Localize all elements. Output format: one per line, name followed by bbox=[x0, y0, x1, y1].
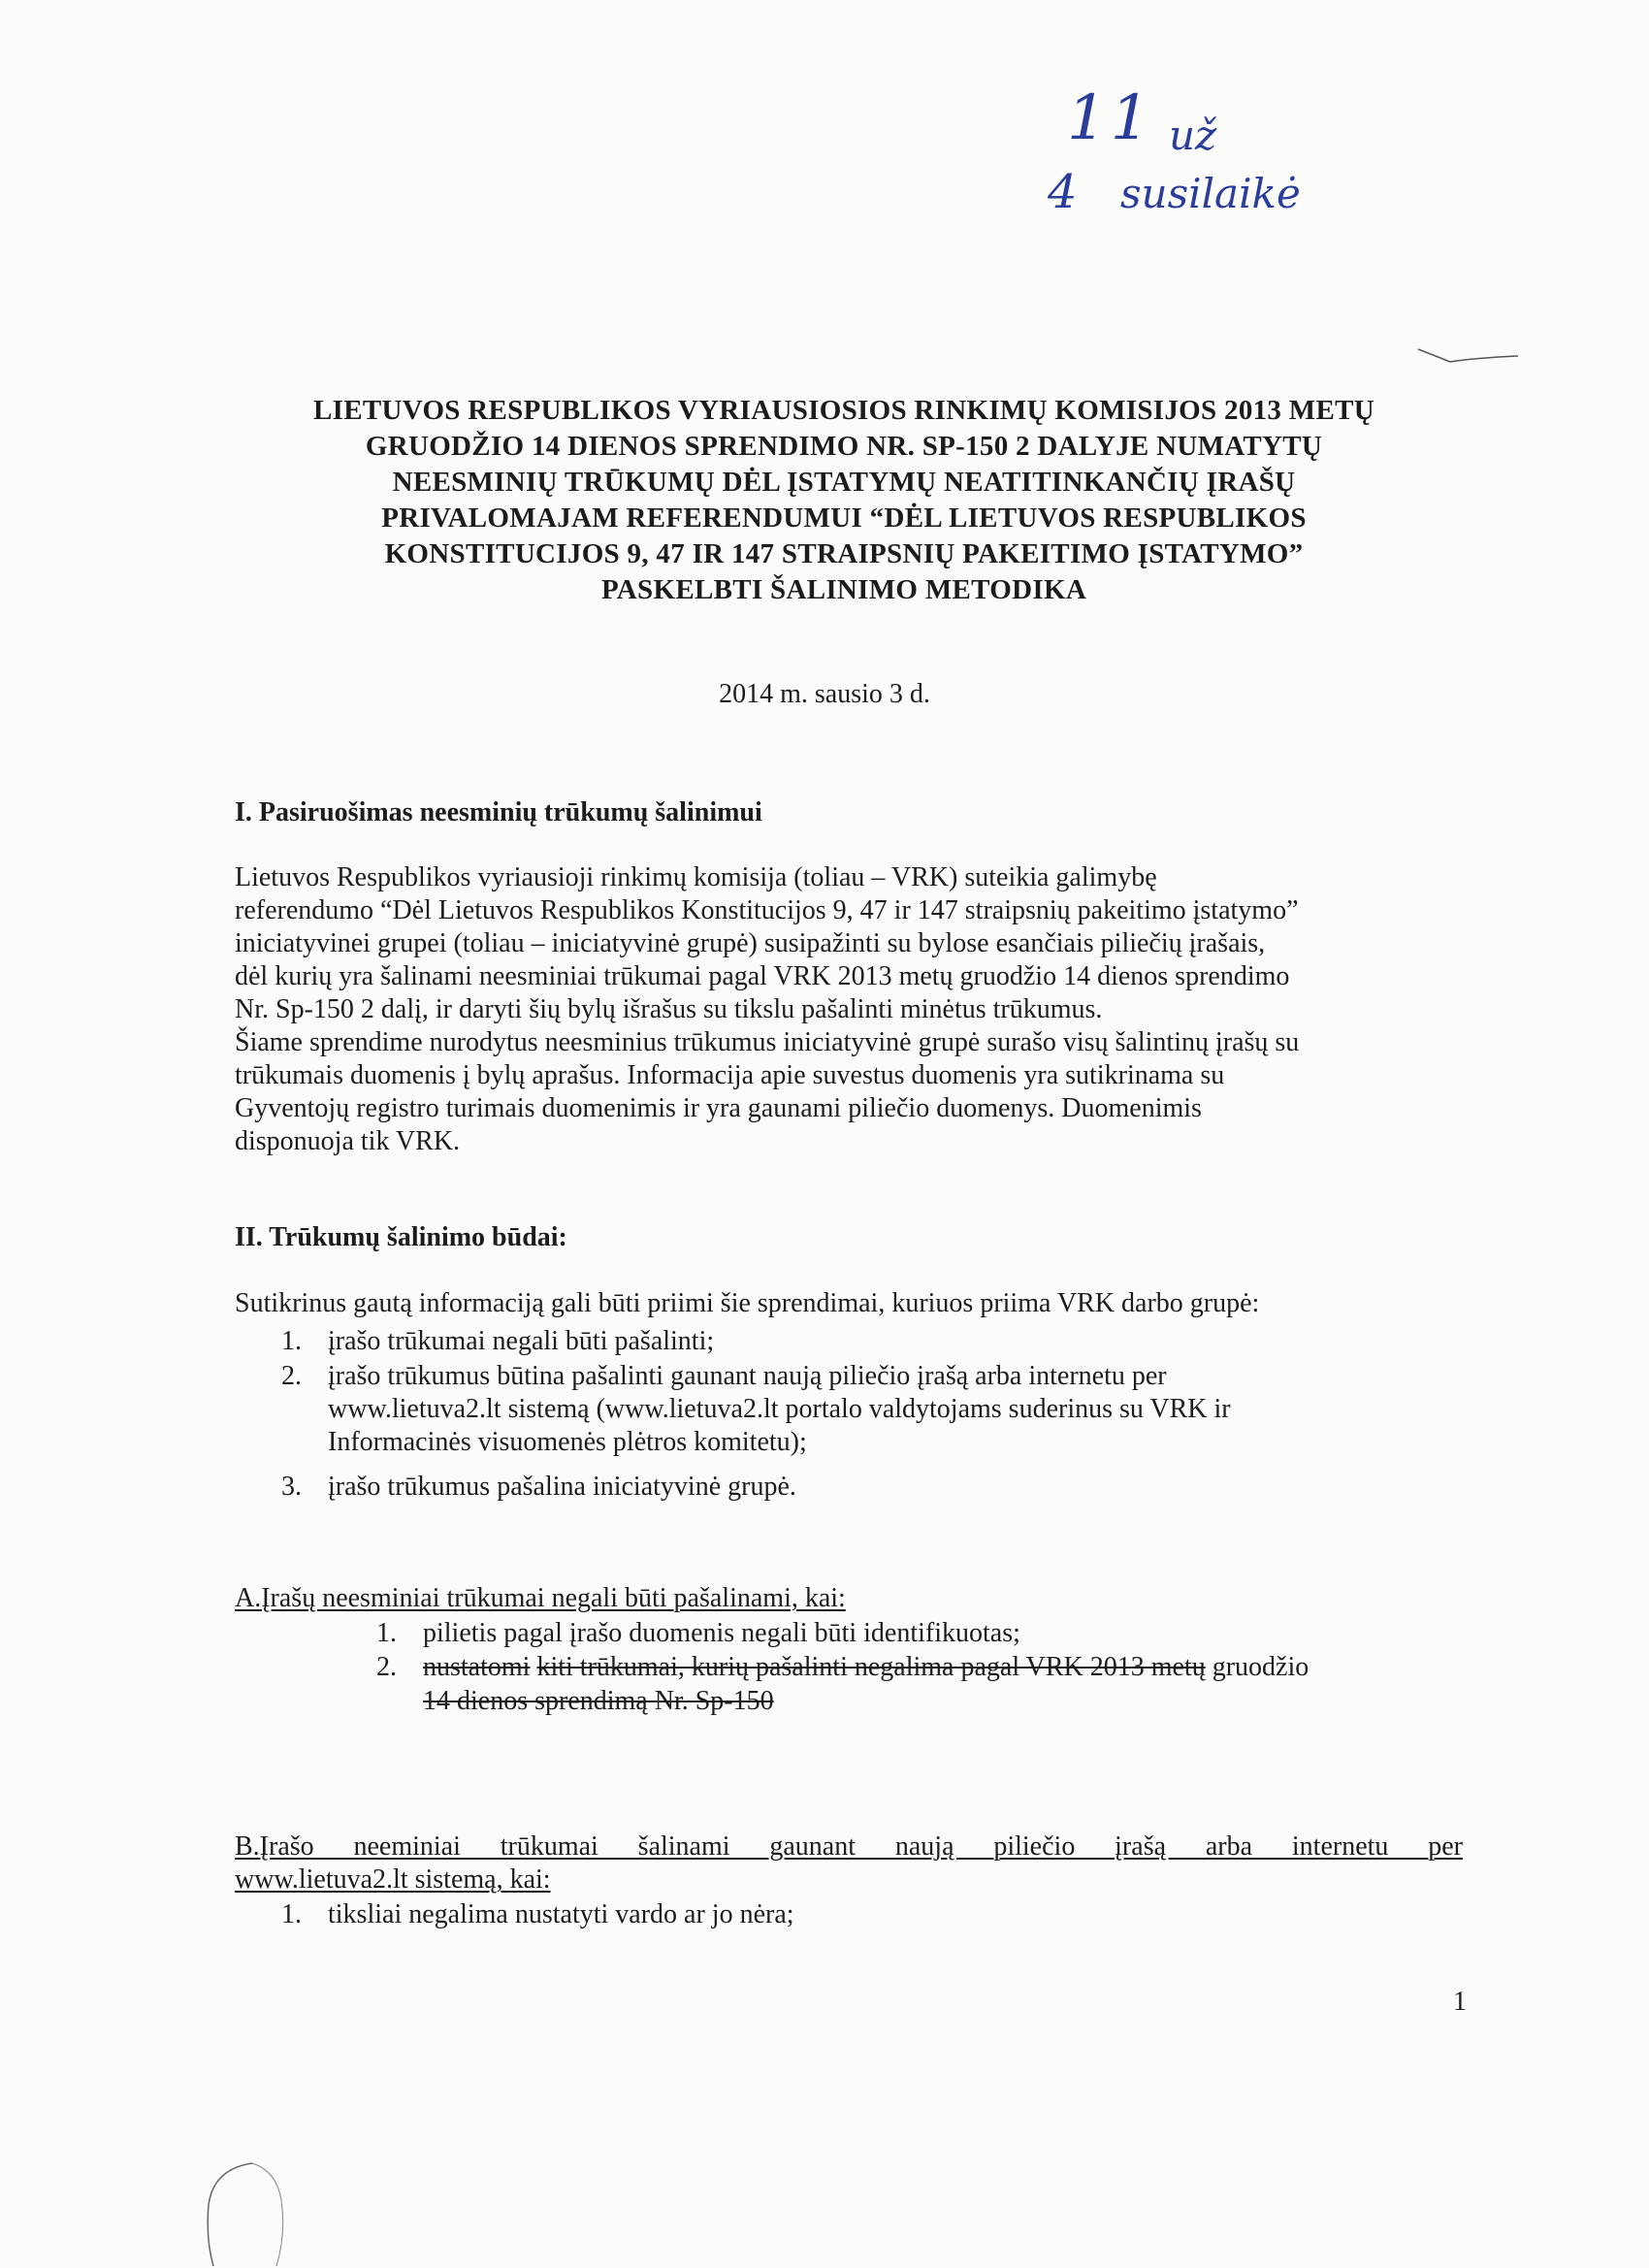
section-b-heading-line: B.Įrašo neeminiai trūkumai šalinami gaunant naują piliečio įrašą arba internetu per bbox=[235, 1831, 1463, 1862]
paragraph-line: Lietuvos Respublikos vyriausioji rinkimų komisija (toliau – VRK) suteikia galimybę bbox=[235, 862, 1157, 892]
list-item-number: 1. bbox=[281, 1326, 302, 1356]
section-a-item-number: 2. bbox=[376, 1652, 397, 1682]
paragraph-line: dėl kurių yra šalinami neesminiai trūkumai pagal VRK 2013 metų gruodžio 14 dienos sprendimo bbox=[235, 961, 1290, 991]
title-line: LIETUVOS RESPUBLIKOS VYRIAUSIOSIOS RINKIMŲ KOMISIJOS 2013 METŲ bbox=[313, 395, 1374, 426]
list-item bbox=[281, 1325, 1465, 1358]
handwritten-word-abstained: susilaikė bbox=[1120, 170, 1301, 217]
list-item-text: įrašo trūkumus pašalina iniciatyvinė grupė. bbox=[328, 1472, 796, 1502]
page-number: 1 bbox=[1453, 1987, 1467, 2017]
list-item bbox=[281, 1471, 1465, 1504]
handwritten-number-abstained: 4 bbox=[1048, 165, 1078, 219]
section-b-item-text: tiksliai negalima nustatyti vardo ar jo nėra; bbox=[328, 1899, 794, 1929]
title-line: NEESMINIŲ TRŪKUMŲ DĖL ĮSTATYMŲ NEATITINKANČIŲ ĮRAŠŲ bbox=[392, 467, 1296, 498]
section-a-item-text bbox=[423, 1652, 1309, 1683]
item-text-end: gruodžio bbox=[1212, 1652, 1310, 1682]
paragraph-line: referendumo “Dėl Lietuvos Respublikos Konstitucijos 9, 47 ir 147 straipsnių pakeitimo įstatymo” bbox=[235, 895, 1299, 925]
scan-artifact-curve bbox=[194, 2161, 301, 2268]
paragraph-line: iniciatyvinei grupei (toliau – iniciatyvinė grupė) susipažinti su bylose esančiais piliečių įrašais, bbox=[235, 928, 1266, 958]
handwritten-number-for: 11 bbox=[1067, 82, 1154, 154]
section-b-item-number: 1. bbox=[281, 1899, 302, 1929]
section-a-item-number: 1. bbox=[376, 1618, 397, 1648]
section-b-heading-line: www.lietuva2.lt sistemą, kai: bbox=[235, 1864, 551, 1895]
list-item-number: 3. bbox=[281, 1472, 302, 1502]
title-line: KONSTITUCIJOS 9, 47 IR 147 STRAIPSNIŲ PAKEITIMO ĮSTATYMO” bbox=[384, 538, 1304, 569]
paragraph-line: Nr. Sp-150 2 dalį, ir daryti šių bylų išrašus su tikslu pašalinti minėtus trūkumus. bbox=[235, 994, 1103, 1024]
handwritten-vote-note bbox=[1028, 73, 1358, 228]
document-title bbox=[233, 393, 1455, 608]
list-item-text: įrašo trūkumai negali būti pašalinti; bbox=[328, 1326, 715, 1356]
paragraph-line: trūkumais duomenis į bylų aprašus. Informacija apie suvestus duomenis yra sutikrinama su bbox=[235, 1060, 1225, 1090]
list-item-number: 2. bbox=[281, 1361, 302, 1391]
section-a-heading: A.Įrašų neesminiai trūkumai negali būti pašalinami, kai: bbox=[235, 1583, 846, 1613]
section-2-heading: II. Trūkumų šalinimo būdai: bbox=[235, 1222, 567, 1252]
section-a-item-text: pilietis pagal įrašo duomenis negali būti identifikuotas; bbox=[423, 1618, 1020, 1648]
title-line: PRIVALOMAJAM REFERENDUMUI “DĖL LIETUVOS RESPUBLIKOS bbox=[381, 502, 1307, 534]
title-line: GRUODŽIO 14 DIENOS SPRENDIMO NR. SP-150 2 DALYJE NUMATYTŲ bbox=[365, 431, 1323, 462]
struck-text: nustatomi bbox=[423, 1652, 531, 1682]
scan-artifact-mark bbox=[1416, 344, 1523, 373]
section-2-intro: Sutikrinus gautą informaciją gali būti priimi šie sprendimai, kuriuos priima VRK darbo grupė: bbox=[235, 1288, 1260, 1318]
section-a-item-text-continued bbox=[423, 1686, 774, 1717]
document-date: 2014 m. sausio 3 d. bbox=[719, 679, 930, 709]
section-1-heading: I. Pasiruošimas neesminių trūkumų šalinimui bbox=[235, 797, 762, 827]
list-item-text: įrašo trūkumus būtina pašalinti gaunant naują piliečio įrašą arba internetu per www.lietuva2.lt sistemą (www.lietuva2.lt portalo valdytojams suderinus su VRK ir Informacinės visuomenės plėtros komitetu); bbox=[328, 1361, 1231, 1457]
paragraph-line: Šiame sprendime nurodytus neesminius trūkumus iniciatyvinė grupė surašo visų šalintinų įrašų su bbox=[235, 1027, 1300, 1057]
section-1-paragraph-1 bbox=[235, 861, 1462, 1026]
section-1-paragraph-2 bbox=[235, 1026, 1462, 1158]
title-line: PASKELBTI ŠALINIMO METODIKA bbox=[600, 574, 1087, 605]
paragraph-line: disponuoja tik VRK. bbox=[235, 1126, 461, 1156]
struck-text: kiti trūkumai, kurių pašalinti negalima pagal VRK 2013 metų bbox=[536, 1652, 1206, 1682]
list-item bbox=[281, 1360, 1465, 1459]
handwritten-word-for: už bbox=[1169, 112, 1217, 159]
struck-text: 14 dienos sprendimą Nr. Sp-150 bbox=[423, 1686, 774, 1716]
paragraph-line: Gyventojų registro turimais duomenimis ir yra gaunami piliečio duomenys. Duomenimis bbox=[235, 1093, 1202, 1123]
